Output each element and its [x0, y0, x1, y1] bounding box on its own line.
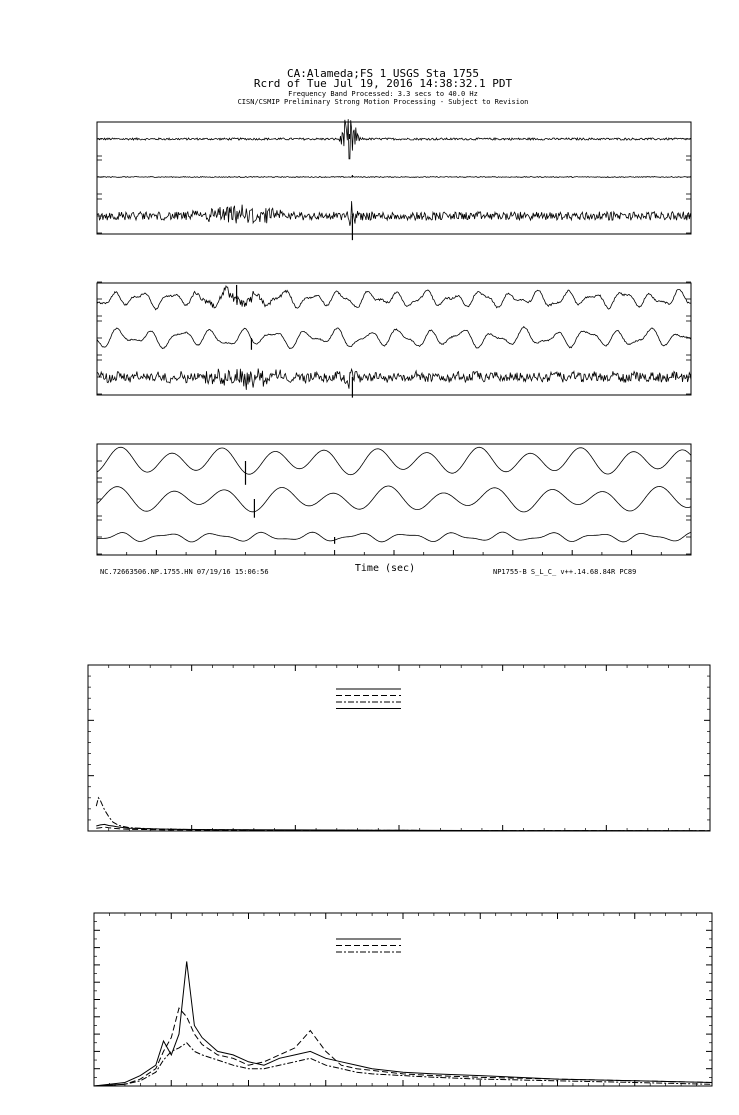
- series-line-chn-1-ground-up: [96, 798, 710, 831]
- plot-frame: [94, 913, 712, 1086]
- velocity-fourier-spectrum-plot: [94, 913, 712, 1086]
- record-id: NC.72663506.NP.1755.HN 07/19/16 15:06:56: [100, 568, 269, 576]
- channel-trace-1: [97, 447, 691, 474]
- channel-trace-2: [97, 486, 691, 512]
- time-axis: [97, 550, 691, 555]
- spectral-acceleration-plot: [88, 665, 710, 831]
- series-line-chn-2-ground-n: [94, 1008, 712, 1086]
- channel-trace-1: [97, 286, 691, 310]
- plot-frame: [88, 665, 710, 831]
- acceleration-panel: [97, 119, 691, 240]
- channel-trace-3: [97, 532, 691, 542]
- time-axis-label: Time (sec): [354, 563, 416, 574]
- header-frequency-band: Frequency Band Processed: 3.3 secs to 40.0 Hz: [288, 90, 478, 98]
- velocity-panel: [97, 282, 691, 398]
- series-line-chn-1-ground-up: [94, 1043, 712, 1086]
- processing-id: NP1755-B S_L_C_ v++.14.68.84R PC89: [493, 568, 637, 576]
- header-station: CA:Alameda;FS 1 USGS Sta 1755: [286, 67, 480, 80]
- channel-trace-3: [97, 369, 691, 390]
- channel-trace-1: [97, 119, 691, 159]
- displacement-panel: [97, 444, 691, 555]
- channel-trace-2: [97, 177, 691, 178]
- series-line-chn-3-ground-e: [94, 961, 712, 1086]
- panel-frame: [97, 444, 691, 555]
- panel-frame: [97, 283, 691, 395]
- header-record-time: Rcrd of Tue Jul 19, 2016 14:38:32.1 PDT: [253, 77, 513, 90]
- channel-trace-3: [97, 201, 691, 226]
- channel-trace-2: [97, 327, 691, 349]
- header-processing-note: CISN/CSMIP Preliminary Strong Motion Processing - Subject to Revision: [237, 98, 529, 106]
